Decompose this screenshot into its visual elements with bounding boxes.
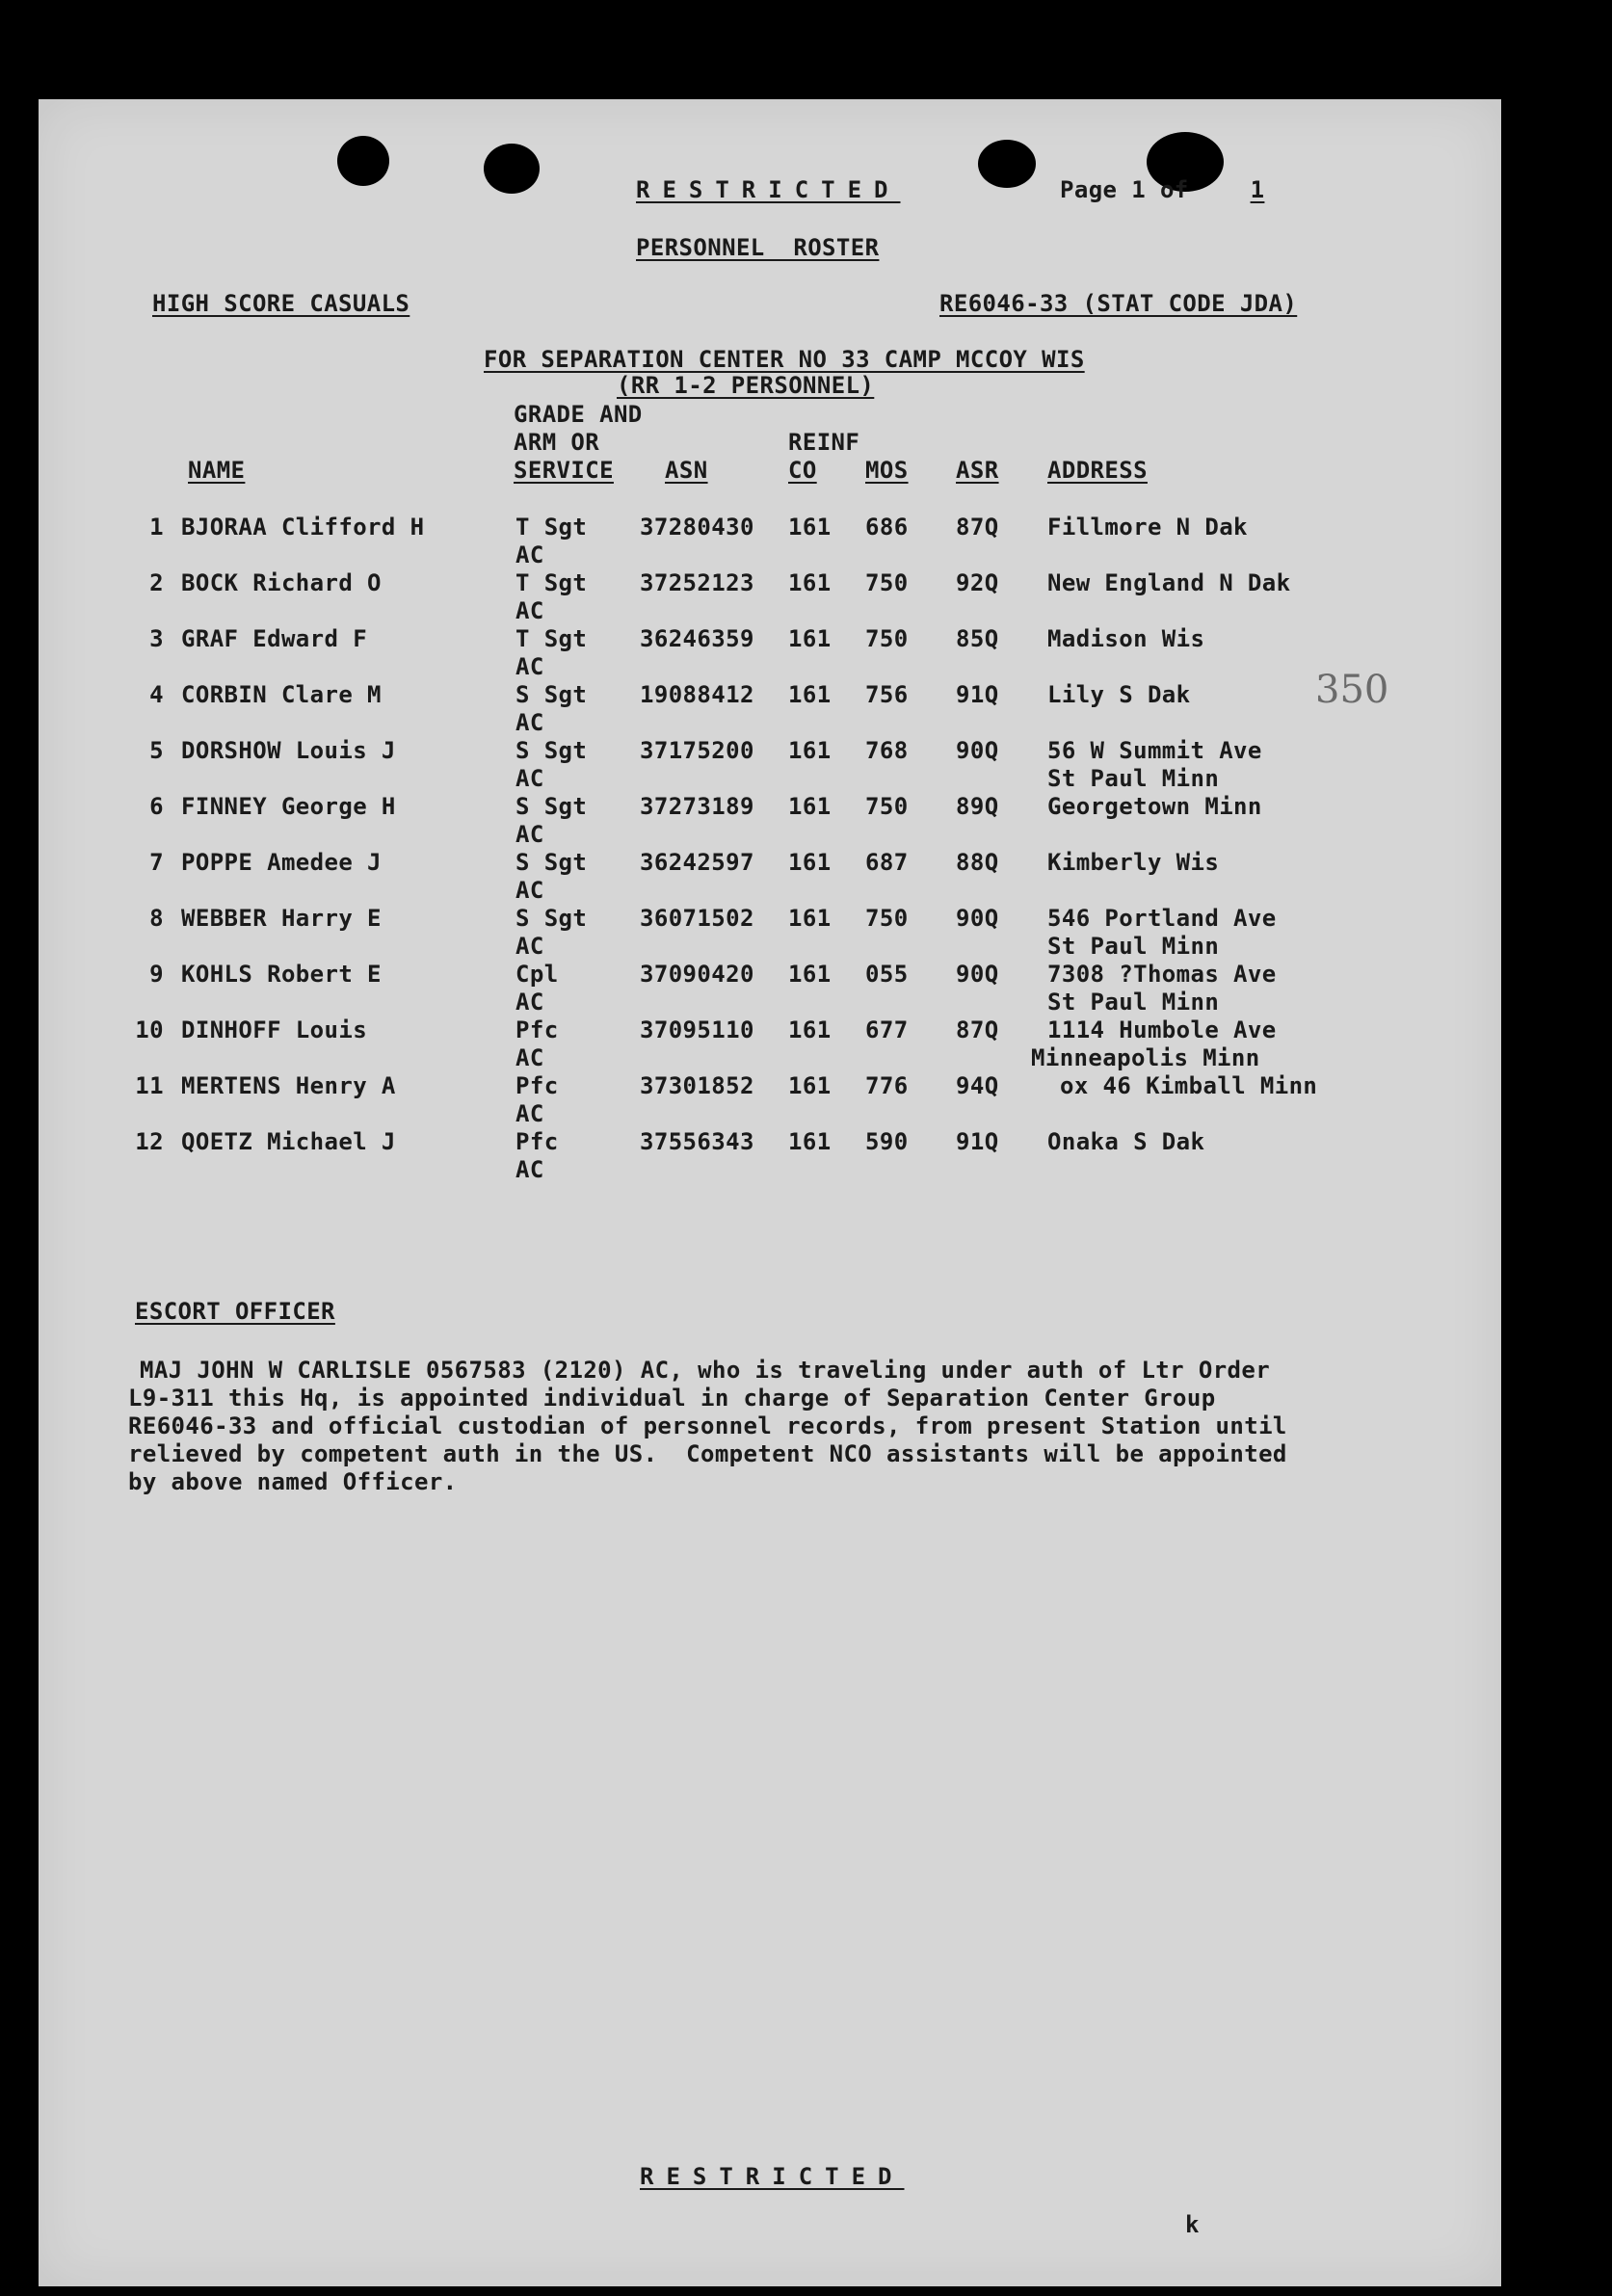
- escort-line: relieved by competent auth in the US. Competent NCO assistants will be appointed: [128, 1440, 1287, 1467]
- row-grade: S Sgt: [515, 849, 588, 876]
- row-co: 161: [788, 1016, 832, 1043]
- col-co: CO: [788, 457, 817, 484]
- punch-hole: [337, 136, 389, 186]
- row-name: DORSHOW Louis J: [181, 737, 396, 764]
- row-asn: 36246359: [640, 625, 754, 652]
- row-mos: 756: [865, 681, 909, 708]
- row-name: DINHOFF Louis: [181, 1016, 368, 1043]
- row-grade: S Sgt: [515, 681, 588, 708]
- row-number: 11: [135, 1072, 164, 1099]
- roster-title: PERSONNEL ROSTER: [636, 234, 880, 261]
- row-arm: AC: [515, 597, 544, 624]
- row-number: 2: [149, 569, 164, 596]
- classification-top: RESTRICTED: [636, 176, 901, 203]
- row-number: 10: [135, 1016, 164, 1043]
- row-number: 4: [149, 681, 164, 708]
- row-name: FINNEY George H: [181, 793, 396, 820]
- row-address-line2: St Paul Minn: [1047, 989, 1220, 1016]
- unit-name: HIGH SCORE CASUALS: [152, 290, 410, 317]
- row-mos: 776: [865, 1072, 909, 1099]
- row-asr: 90Q: [956, 905, 999, 932]
- row-mos: 055: [865, 961, 909, 988]
- row-grade: T Sgt: [515, 514, 588, 541]
- row-asn: 36071502: [640, 905, 754, 932]
- row-number: 12: [135, 1128, 164, 1155]
- col-reinf: REINF: [788, 429, 860, 456]
- row-asn: 37556343: [640, 1128, 754, 1155]
- row-number: 3: [149, 625, 164, 652]
- row-name: POPPE Amedee J: [181, 849, 382, 876]
- row-name: MERTENS Henry A: [181, 1072, 396, 1099]
- row-name: QOETZ Michael J: [181, 1128, 396, 1155]
- row-asn: 37175200: [640, 737, 754, 764]
- escort-line: L9-311 this Hq, is appointed individual in charge of Separation Center Group: [128, 1385, 1216, 1412]
- punch-hole: [484, 144, 540, 194]
- row-number: 6: [149, 793, 164, 820]
- personnel-type: (RR 1-2 PERSONNEL): [617, 372, 875, 399]
- row-mos: 768: [865, 737, 909, 764]
- row-asn: 36242597: [640, 849, 754, 876]
- row-mos: 750: [865, 569, 909, 596]
- table-row: [39, 849, 1501, 905]
- row-arm: AC: [515, 989, 544, 1016]
- row-grade: S Sgt: [515, 737, 588, 764]
- row-asn: 37280430: [640, 514, 754, 541]
- table-row: [39, 905, 1501, 961]
- row-co: 161: [788, 1128, 832, 1155]
- col-name: NAME: [188, 457, 246, 484]
- row-arm: AC: [515, 821, 544, 848]
- row-asr: 90Q: [956, 737, 999, 764]
- row-number: 9: [149, 961, 164, 988]
- row-address-line1: 1114 Humbole Ave: [1047, 1016, 1277, 1043]
- table-row: [39, 514, 1501, 569]
- punch-hole: [978, 140, 1036, 188]
- row-address-line2: Minneapolis Minn: [1031, 1044, 1260, 1071]
- row-arm: AC: [515, 1156, 544, 1183]
- row-asr: 87Q: [956, 514, 999, 541]
- col-grade-line1: GRADE AND: [514, 401, 643, 428]
- table-row: [39, 737, 1501, 793]
- row-mos: 686: [865, 514, 909, 541]
- row-address-line1: Fillmore N Dak: [1047, 514, 1248, 541]
- page-total: 1: [1250, 176, 1265, 203]
- row-co: 161: [788, 849, 832, 876]
- row-co: 161: [788, 625, 832, 652]
- row-co: 161: [788, 793, 832, 820]
- row-grade: S Sgt: [515, 905, 588, 932]
- row-mos: 687: [865, 849, 909, 876]
- row-asr: 87Q: [956, 1016, 999, 1043]
- footer-mark: k: [1185, 2211, 1200, 2238]
- row-asn: 37252123: [640, 569, 754, 596]
- row-asn: 37095110: [640, 1016, 754, 1043]
- row-asr: 91Q: [956, 681, 999, 708]
- row-number: 8: [149, 905, 164, 932]
- row-mos: 750: [865, 793, 909, 820]
- row-name: GRAF Edward F: [181, 625, 368, 652]
- row-address-line1: 546 Portland Ave: [1047, 905, 1277, 932]
- row-name: CORBIN Clare M: [181, 681, 382, 708]
- row-co: 161: [788, 1072, 832, 1099]
- row-name: BJORAA Clifford H: [181, 514, 425, 541]
- classification-bottom: RESTRICTED: [640, 2163, 905, 2190]
- row-co: 161: [788, 569, 832, 596]
- row-address-line1: Madison Wis: [1047, 625, 1205, 652]
- row-arm: AC: [515, 933, 544, 960]
- row-number: 7: [149, 849, 164, 876]
- row-mos: 750: [865, 905, 909, 932]
- table-row: [39, 1072, 1501, 1128]
- col-asr: ASR: [956, 457, 999, 484]
- row-arm: AC: [515, 765, 544, 792]
- row-grade: S Sgt: [515, 793, 588, 820]
- row-asr: 94Q: [956, 1072, 999, 1099]
- table-row: [39, 961, 1501, 1016]
- row-address-line1: ox 46 Kimball Minn: [1060, 1072, 1318, 1099]
- table-row: [39, 569, 1501, 625]
- row-asn: 37090420: [640, 961, 754, 988]
- row-address-line1: Georgetown Minn: [1047, 793, 1262, 820]
- row-grade: Pfc: [515, 1072, 559, 1099]
- row-co: 161: [788, 681, 832, 708]
- row-grade: Cpl: [515, 961, 559, 988]
- row-address-line1: 56 W Summit Ave: [1047, 737, 1262, 764]
- row-arm: AC: [515, 709, 544, 736]
- row-arm: AC: [515, 541, 544, 568]
- row-number: 1: [149, 514, 164, 541]
- table-row: [39, 681, 1501, 737]
- row-mos: 590: [865, 1128, 909, 1155]
- row-co: 161: [788, 514, 832, 541]
- row-address-line1: New England N Dak: [1047, 569, 1291, 596]
- table-row: [39, 793, 1501, 849]
- col-grade-line2: ARM OR: [514, 429, 600, 456]
- row-asr: 91Q: [956, 1128, 999, 1155]
- row-asn: 19088412: [640, 681, 754, 708]
- row-arm: AC: [515, 877, 544, 904]
- row-name: WEBBER Harry E: [181, 905, 382, 932]
- row-address-line1: 7308 ?Thomas Ave: [1047, 961, 1277, 988]
- row-name: BOCK Richard O: [181, 569, 382, 596]
- escort-line: by above named Officer.: [128, 1468, 458, 1495]
- escort-line: MAJ JOHN W CARLISLE 0567583 (2120) AC, who is traveling under auth of Ltr Order: [140, 1357, 1271, 1384]
- row-address-line1: Kimberly Wis: [1047, 849, 1220, 876]
- row-asr: 92Q: [956, 569, 999, 596]
- escort-line: RE6046-33 and official custodian of personnel records, from present Station until: [128, 1412, 1287, 1439]
- handwritten-number: 350: [1315, 668, 1389, 712]
- row-mos: 750: [865, 625, 909, 652]
- row-asn: 37273189: [640, 793, 754, 820]
- escort-heading: ESCORT OFFICER: [135, 1298, 335, 1325]
- row-co: 161: [788, 737, 832, 764]
- group-code: RE6046-33 (STAT CODE JDA): [939, 290, 1298, 317]
- page-label: Page 1 of: [1060, 176, 1189, 203]
- row-grade: Pfc: [515, 1016, 559, 1043]
- table-row: [39, 1128, 1501, 1184]
- table-row: [39, 1016, 1501, 1072]
- row-co: 161: [788, 961, 832, 988]
- destination: FOR SEPARATION CENTER NO 33 CAMP MCCOY WIS: [484, 346, 1085, 373]
- col-grade-line3: SERVICE: [514, 457, 614, 484]
- row-address-line1: Onaka S Dak: [1047, 1128, 1205, 1155]
- col-address: ADDRESS: [1047, 457, 1148, 484]
- row-asr: 85Q: [956, 625, 999, 652]
- row-name: KOHLS Robert E: [181, 961, 382, 988]
- row-co: 161: [788, 905, 832, 932]
- row-number: 5: [149, 737, 164, 764]
- row-asr: 88Q: [956, 849, 999, 876]
- row-grade: T Sgt: [515, 569, 588, 596]
- col-mos: MOS: [865, 457, 909, 484]
- row-grade: T Sgt: [515, 625, 588, 652]
- row-address-line1: Lily S Dak: [1047, 681, 1191, 708]
- row-grade: Pfc: [515, 1128, 559, 1155]
- row-arm: AC: [515, 1100, 544, 1127]
- escort-paragraph: [128, 1357, 1431, 1496]
- col-asn: ASN: [665, 457, 708, 484]
- row-address-line2: St Paul Minn: [1047, 933, 1220, 960]
- row-asr: 90Q: [956, 961, 999, 988]
- document-page: [39, 99, 1501, 2286]
- row-mos: 677: [865, 1016, 909, 1043]
- row-asn: 37301852: [640, 1072, 754, 1099]
- row-arm: AC: [515, 1044, 544, 1071]
- row-asr: 89Q: [956, 793, 999, 820]
- row-address-line2: St Paul Minn: [1047, 765, 1220, 792]
- row-arm: AC: [515, 653, 544, 680]
- table-row: [39, 625, 1501, 681]
